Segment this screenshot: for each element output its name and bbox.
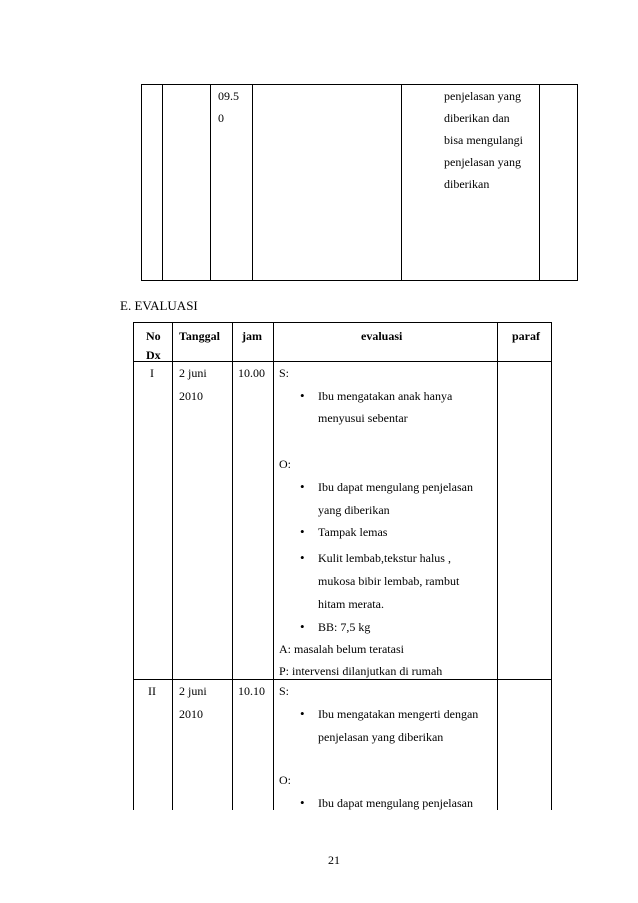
list-item: Ibu dapat mengulang penjelasan [318, 480, 473, 494]
row-jam: 10.10 [238, 684, 265, 698]
header-no: No [146, 329, 161, 343]
section-title: E. EVALUASI [120, 298, 198, 313]
row-no: II [148, 684, 156, 698]
header-tanggal: Tanggal [179, 329, 220, 343]
bullet-icon: • [300, 524, 305, 539]
bullet-icon: • [300, 706, 305, 721]
list-item: Ibu mengatakan anak hanya [318, 389, 453, 403]
plan-text: P: intervensi dilanjutkan di rumah [279, 664, 443, 678]
page-number: 21 [328, 853, 340, 867]
header-dx: Dx [146, 348, 161, 362]
bullet-icon: • [300, 479, 305, 494]
top-table-criteria-line: bisa mengulangi [444, 133, 523, 147]
list-item: Tampak lemas [318, 525, 388, 539]
list-item-cont: menyusui sebentar [318, 411, 408, 425]
list-item: Ibu dapat mengulang penjelasan [318, 796, 473, 810]
bullet-icon: • [300, 388, 305, 403]
list-item: BB: 7,5 kg [318, 620, 371, 634]
row-tanggal-year: 2010 [179, 707, 203, 721]
list-item: Kulit lembab,tekstur halus , [318, 551, 451, 565]
subjective-label: S: [279, 684, 290, 698]
top-table-criteria [444, 88, 523, 198]
list-item-cont: hitam merata. [318, 597, 384, 611]
row-tanggal: 2 juni [179, 366, 207, 380]
row-tanggal-year: 2010 [179, 389, 203, 403]
list-item-cont: penjelasan yang diberikan [318, 730, 444, 744]
subjective-label: S: [279, 366, 290, 380]
top-table-time [218, 88, 239, 132]
top-table-criteria-line: penjelasan yang [444, 89, 521, 103]
row-jam: 10.00 [238, 366, 265, 380]
assessment-text: A: masalah belum teratasi [279, 642, 404, 656]
list-item-cont: yang diberikan [318, 503, 390, 517]
objective-label: O: [279, 773, 291, 787]
objective-label: O: [279, 457, 291, 471]
header-evaluasi: evaluasi [361, 329, 403, 343]
top-table-criteria-line: diberikan [444, 177, 490, 191]
top-table-criteria-line: diberikan dan [444, 111, 510, 125]
top-table-criteria-line: penjelasan yang [444, 155, 521, 169]
bullet-icon: • [300, 795, 305, 810]
top-table-time-line: 0 [218, 111, 224, 125]
bullet-icon: • [300, 550, 305, 565]
header-jam: jam [242, 329, 262, 343]
bullet-icon: • [300, 619, 305, 634]
top-table-time-line: 09.5 [218, 89, 239, 103]
list-item: Ibu mengatakan mengerti dengan [318, 707, 479, 721]
header-paraf: paraf [512, 329, 540, 343]
row-no: I [150, 366, 154, 380]
list-item-cont: mukosa bibir lembab, rambut [318, 574, 460, 588]
row-tanggal: 2 juni [179, 684, 207, 698]
